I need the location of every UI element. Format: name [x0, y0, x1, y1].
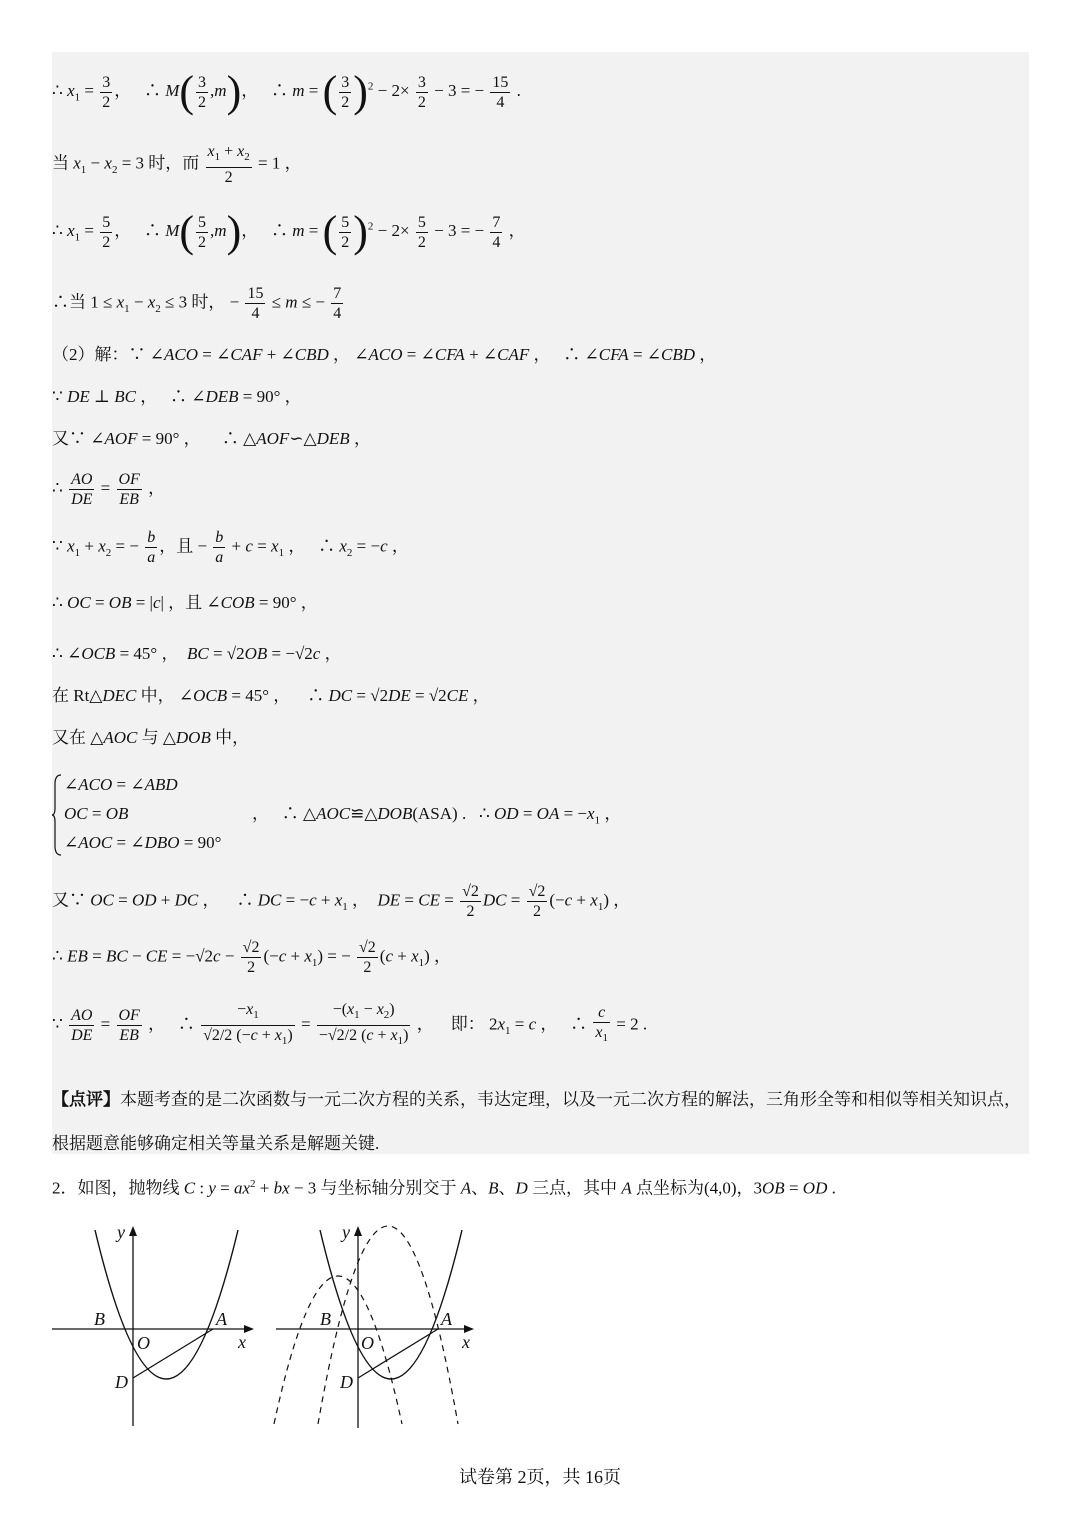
page-footer: 试卷第 2页，共 16页 [459, 1467, 621, 1487]
solution-line-1: ∴ $x_1$ = $\frac{3}{2}$ ， ∴ M( $\frac{3}{2}$ ,m)， ∴ m = ( $\frac{3}{2}$ )$^2$ − 2× $\frac{3}{2}$ − 3 = − $\frac{15}{4}$ . [52, 67, 521, 116]
y-axis-arrow [129, 1226, 137, 1236]
system-conclusion: ， ∴ △AOC≌△DOB(ASA) . ∴ OD = OA = $-x_1$ ， [252, 804, 622, 827]
parabola-c [95, 1230, 238, 1379]
system-line-3: ∠AOC = ∠DBO = 90° [64, 833, 222, 852]
label-d: D [115, 1372, 128, 1392]
solution-line-3: ∴ $x_1$ = $\frac{5}{2}$ ， ∴ M( $\frac{5}{2}$ ,m)， ∴ m = ( $\frac{5}{2}$ )$^2$ − 2× $\frac{5}{2}$ − 3 = − $\frac{7}{4}$ ， [52, 207, 526, 256]
label-a: A [216, 1309, 227, 1329]
label-x: x [238, 1332, 246, 1352]
solution-line-2: 当 $x_1 - x_2 = 3$ 时，而 $\frac{x_1 + x_2}{2}$ = 1 ， [52, 143, 302, 187]
solution-line-15: 又∵ OC = OD + DC ， ∴ DC = $-c + x_1$ ， DE = CE = $\frac{√2}{2}$ DC = $\frac{√2}{2}$ $(-c + x_1)$ ， [52, 883, 631, 920]
figure-2 [272, 1218, 487, 1433]
solution-line-12: 在 Rt△DEC 中， ∠OCB = 45° ， ∴ DC = √2DE = √2CE ， [52, 686, 490, 705]
label-d-2: D [340, 1372, 353, 1392]
solution-line-5: （2）解：∵ ∠ACO = ∠CAF + ∠CBD ， ∠ACO = ∠CFA + ∠CAF ， ∴ ∠CFA = ∠CBD ， [52, 345, 717, 364]
parabola-c-2 [320, 1230, 462, 1379]
solution-line-11: ∴ ∠OCB = 45° ， BC = √2OB = −√2c ， [52, 644, 342, 663]
label-y-2: y [342, 1222, 350, 1242]
label-o: O [137, 1333, 150, 1353]
left-brace [52, 774, 62, 856]
solution-line-13: 又在 △AOC 与 △DOB 中， [52, 728, 250, 747]
dashed-parabola-right [318, 1226, 458, 1424]
solution-line-17: ∵ $\frac{AO}{DE}$ = $\frac{OF}{EB}$ ， ∴ $\frac{-x_1}{√2/2 (-c + x_1)}$ = $\frac{-(x_1 - x_2)}{-√2/2 (c + x_1)}$ ， 即： $2x_1 = c$ ， ∴ $\frac{c}{x_1}$ = 2 . [52, 1001, 648, 1048]
solution-line-7: 又∵ ∠AOF = 90° ， ∴ △AOF∽△DEB ， [52, 429, 371, 448]
comment-text: 本题考查的是二次函数与一元二次方程的关系，韦达定理，以及一元二次方程的解法，三角形全等和相似等相关知识点，根据题意能够确定相关等量关系是解题关键. [52, 1090, 1021, 1153]
solution-line-4: ∴当 $1 \le x_1 - x_2 \le 3$ 时， − $\frac{15}{4}$ ≤ m ≤ − $\frac{7}{4}$ [52, 285, 342, 322]
question-2: 2．如图，抛物线 C : $y = ax^2$ + bx − 3 与坐标轴分别交于 A、B、D 三点，其中 A 点坐标为(4,0)，3OB = OD . [52, 1178, 836, 1198]
label-b: B [94, 1309, 105, 1329]
label-a-2: A [441, 1309, 452, 1329]
solution-line-16: ∴ EB = BC − CE = −√2c − $\frac{√2}{2}$ $(-c + x_1)$ = − $\frac{√2}{2}$ $(c + x_1)$ ， [52, 939, 452, 976]
system-line-2: OC = OB [64, 804, 129, 823]
comment-tag: 【点评】 [52, 1090, 120, 1109]
solution-line-9: ∵ $x_1 + x_2$ = − $\frac{b}{a}$ ，且 − $\frac{b}{a}$ + $c = x_1$ ， ∴ $x_2 = -c$ ， [52, 529, 409, 566]
label-b-2: B [320, 1309, 331, 1329]
label-o-2: O [361, 1333, 374, 1353]
solution-line-10: ∴ OC = OB = |c| ，且 ∠COB = 90° ， [52, 593, 318, 612]
label-y: y [117, 1222, 125, 1242]
system-line-1: ∠ACO = ∠ABD [64, 775, 178, 794]
solution-line-8: ∴ $\frac{AO}{DE}$ = $\frac{OF}{EB}$ ， [52, 471, 166, 508]
solution-line-6: ∵ DE ⊥ BC ， ∴ ∠DEB = 90° ， [52, 387, 302, 406]
comment [52, 1078, 1027, 1166]
figure-1 [48, 1218, 263, 1428]
y-axis-arrow-2 [354, 1226, 362, 1236]
label-x-2: x [462, 1332, 470, 1352]
